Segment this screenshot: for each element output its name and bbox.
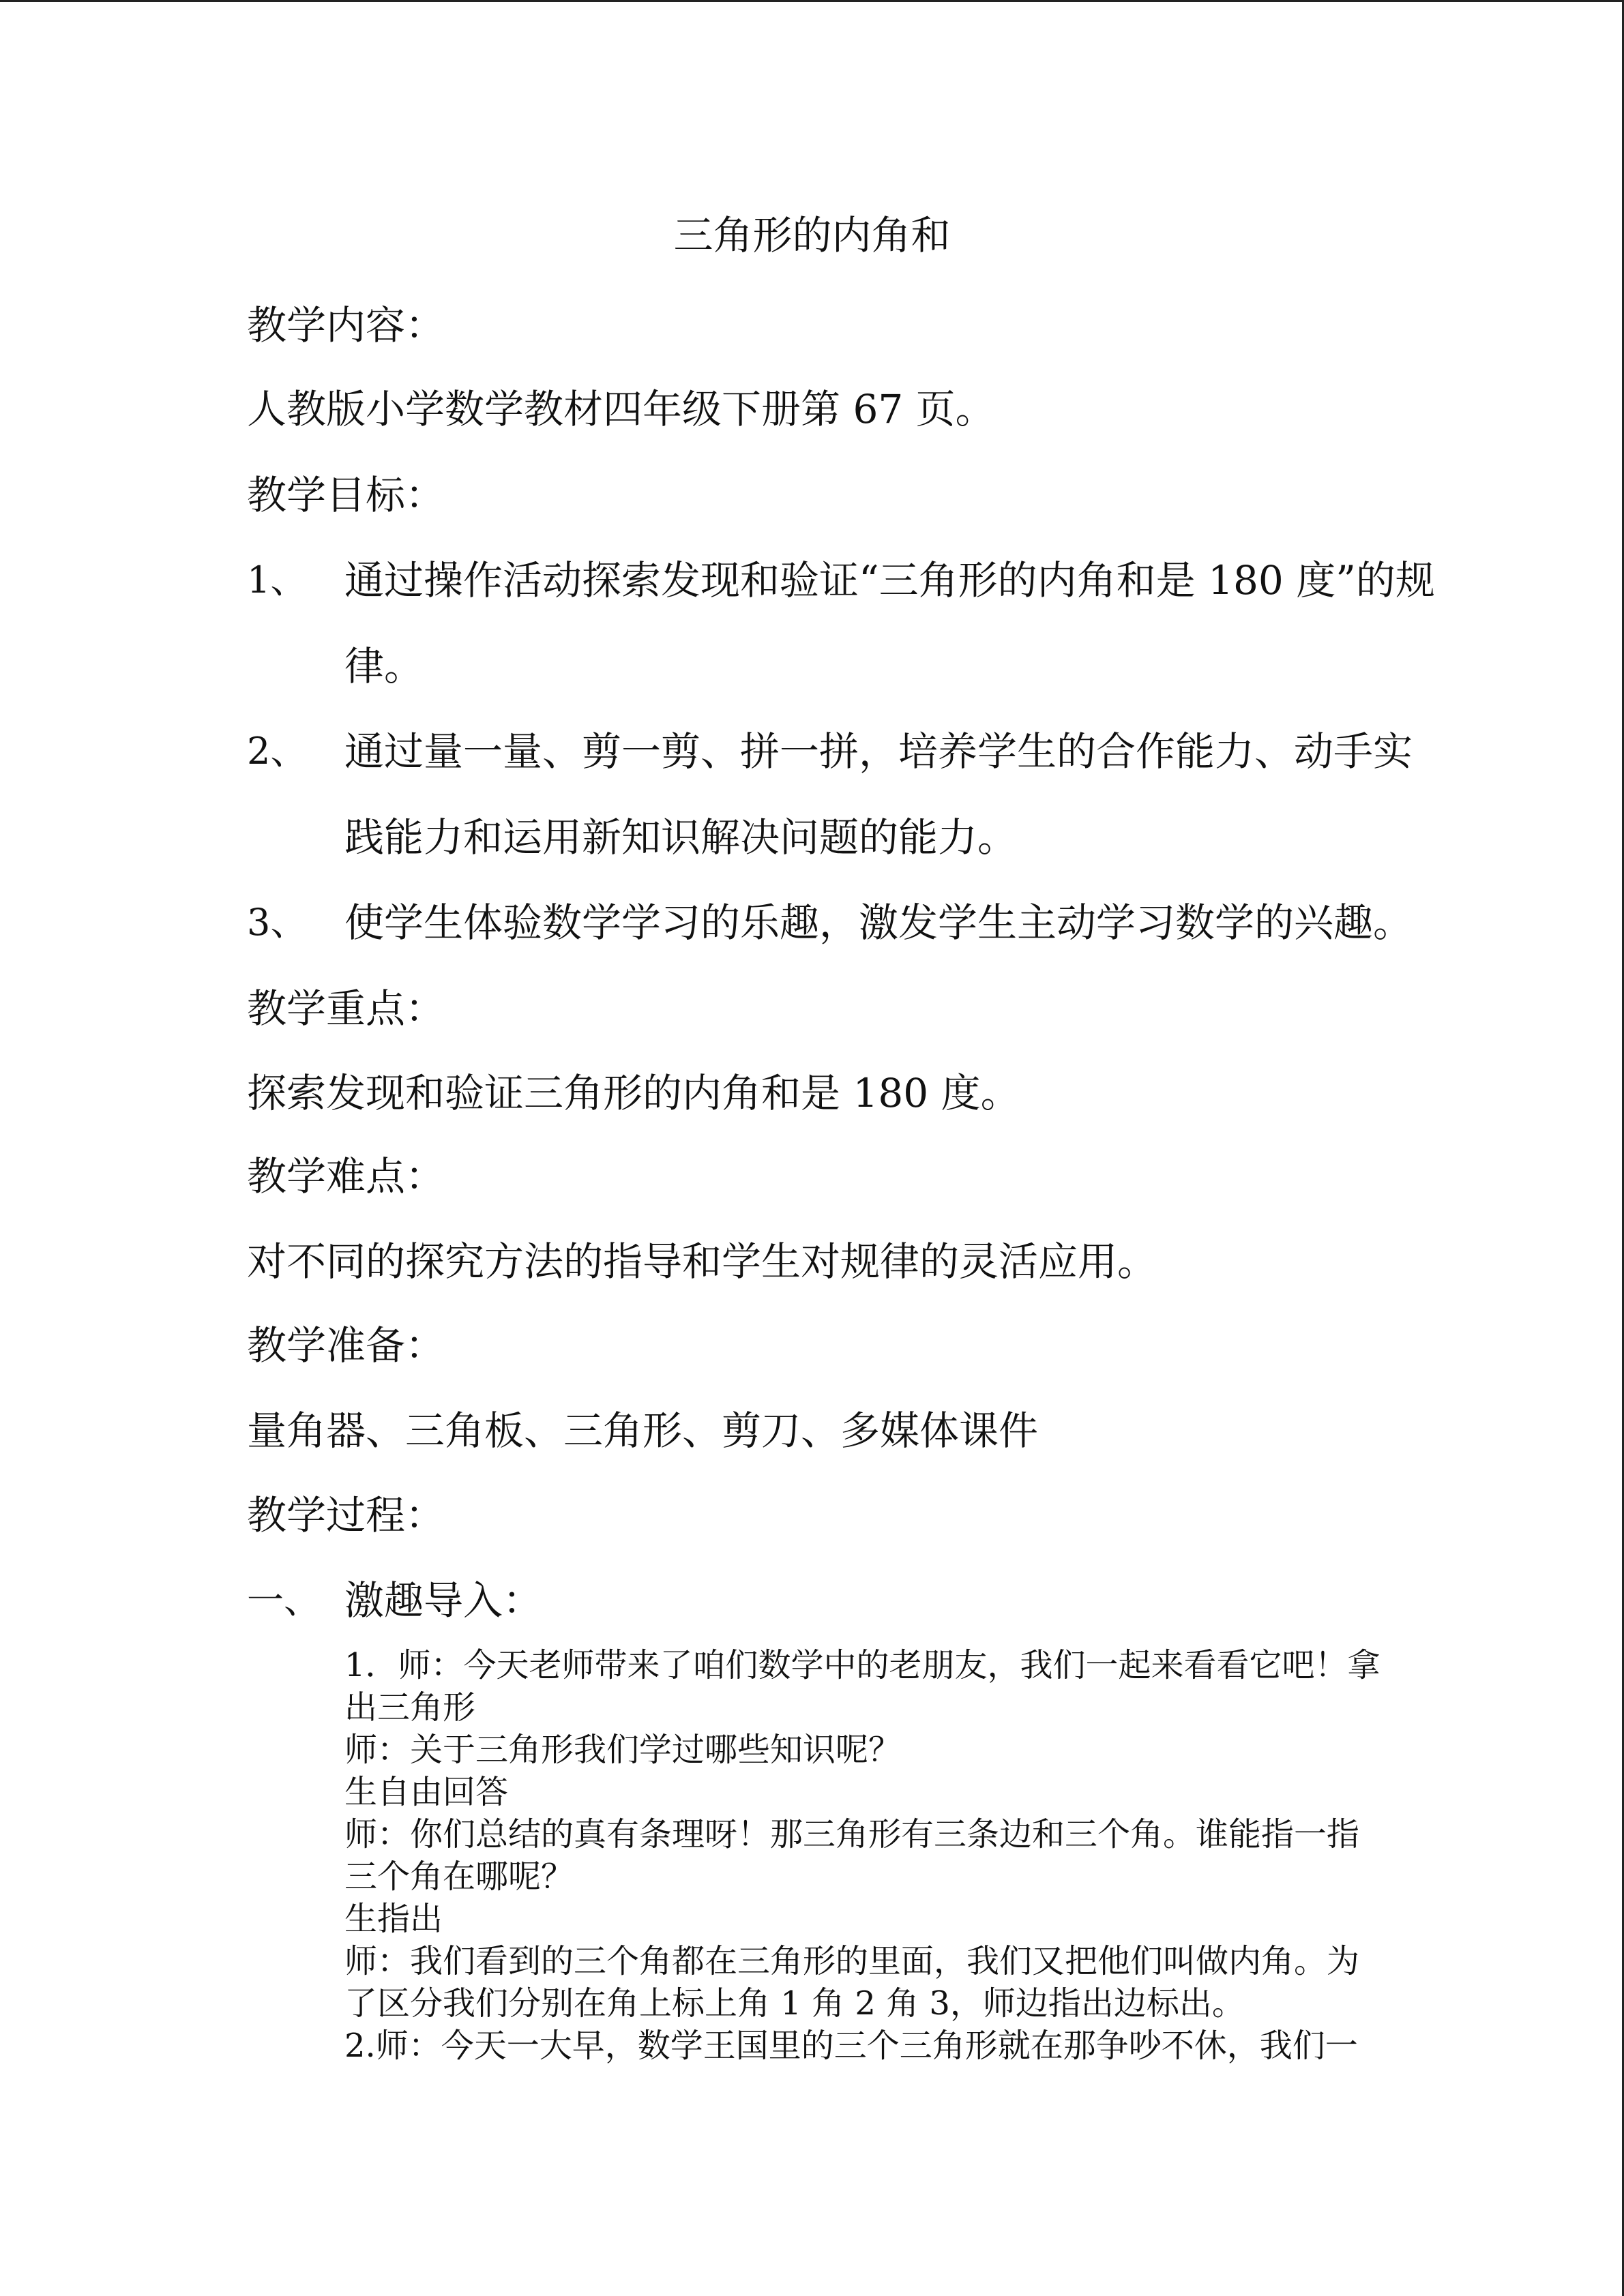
section-1-line: 生指出 xyxy=(344,1900,443,1938)
content-text: 人教版小学数学教材四年级下册第 67 页。 xyxy=(247,386,995,432)
difficulty-text: 对不同的探究方法的指导和学生对规律的灵活应用。 xyxy=(247,1238,1157,1285)
goals-heading: 教学目标： xyxy=(247,472,445,518)
page-border-top xyxy=(0,0,1624,2)
section-1-title: 激趣导入： xyxy=(344,1577,543,1624)
key-text: 探索发现和验证三角形的内角和是 180 度。 xyxy=(247,1070,1020,1116)
goal-1-number: 1、 xyxy=(247,558,308,601)
goal-3-line-1: 使学生体验数学学习的乐趣，激发学生主动学习数学的兴趣。 xyxy=(344,899,1413,946)
goal-2-line-2: 践能力和运用新知识解决问题的能力。 xyxy=(344,814,1018,861)
goal-2-number: 2、 xyxy=(247,730,308,773)
prep-heading: 教学准备： xyxy=(247,1322,445,1369)
goal-1-line-2: 律。 xyxy=(344,643,424,689)
goal-3-number: 3、 xyxy=(247,901,308,944)
process-heading: 教学过程： xyxy=(247,1492,445,1538)
section-1-line: 2.师：今天一大早，数学王国里的三个三角形就在那争吵不休，我们一 xyxy=(344,2027,1358,2065)
section-1-line: 师：我们看到的三个角都在三角形的里面，我们又把他们叫做内角。为 xyxy=(344,1942,1360,1980)
section-1-line: 师：关于三角形我们学过哪些知识呢？ xyxy=(344,1731,902,1769)
section-1-line: 三个角在哪呢？ xyxy=(344,1858,574,1896)
goal-2-line-1: 通过量一量、剪一剪、拼一拼，培养学生的合作能力、动手实 xyxy=(344,728,1413,775)
section-1-line: 师：你们总结的真有条理呀！那三角形有三条边和三个角。谁能指一指 xyxy=(344,1815,1360,1853)
section-1-line: 生自由回答 xyxy=(344,1773,509,1811)
section-1-line: 出三角形 xyxy=(344,1688,476,1727)
content-heading: 教学内容： xyxy=(247,302,445,348)
document-title: 三角形的内角和 xyxy=(673,212,951,258)
key-heading: 教学重点： xyxy=(247,985,445,1032)
prep-text: 量角器、三角板、三角形、剪刀、多媒体课件 xyxy=(247,1407,1039,1454)
section-1-line: 1．师：今天老师带来了咱们数学中的老朋友，我们一起来看看它吧！拿 xyxy=(344,1646,1381,1684)
section-1-line: 了区分我们分别在角上标上角 1 角 2 角 3，师边指出边标出。 xyxy=(344,1984,1245,2023)
section-1-number: 一、 xyxy=(247,1579,321,1622)
goal-1-line-1: 通过操作活动探索发现和验证“三角形的内角和是 180 度”的规 xyxy=(344,557,1435,603)
difficulty-heading: 教学难点： xyxy=(247,1153,445,1199)
